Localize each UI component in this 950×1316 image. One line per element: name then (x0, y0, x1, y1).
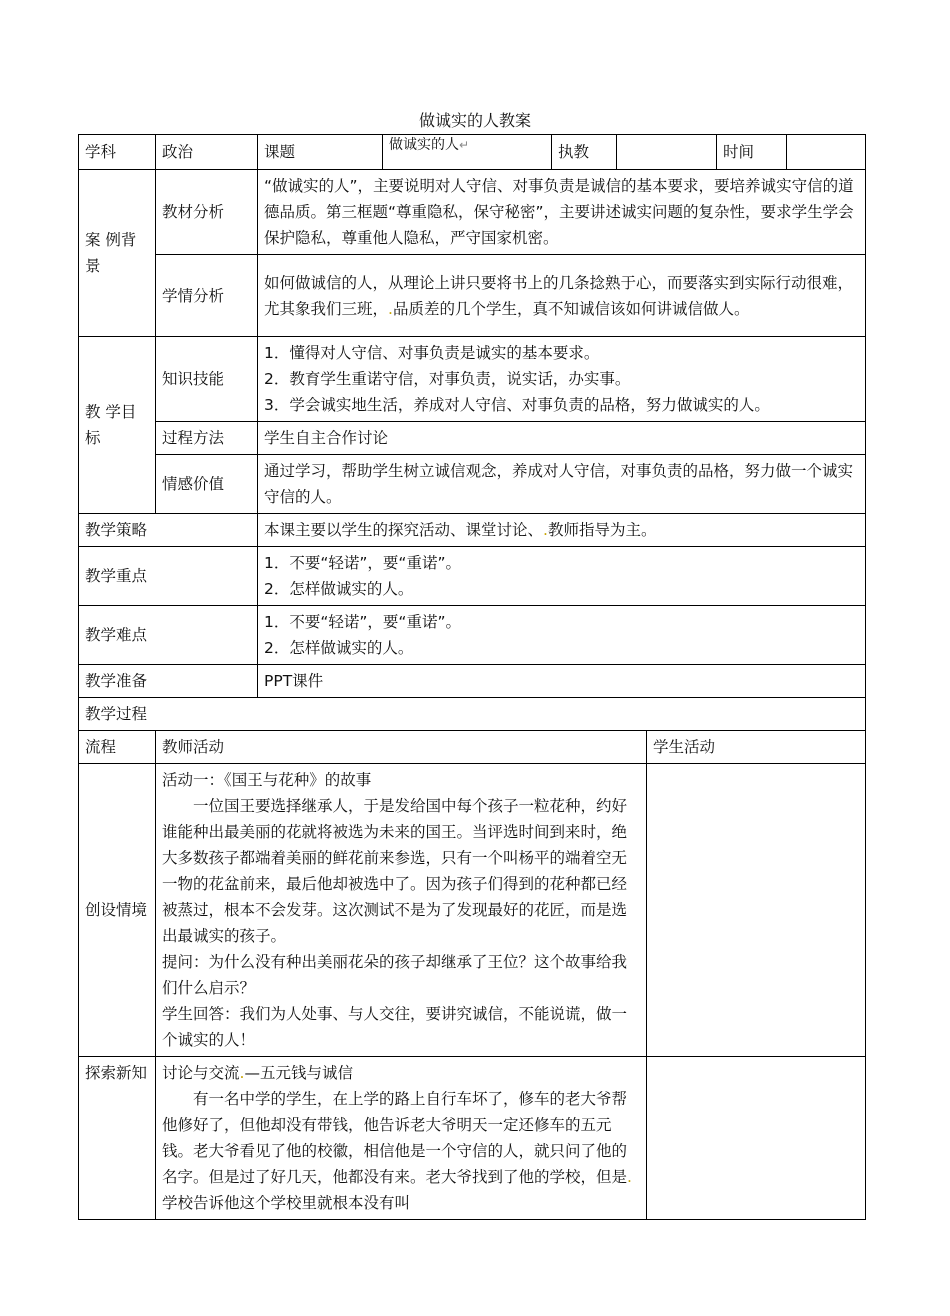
case-background-label: 案 例背景 (79, 170, 156, 337)
difficulty-item: 1．不要“轻诺”，要“重诺”。 (264, 613, 461, 631)
key-point-item: 1．不要“轻诺”，要“重诺”。 (264, 554, 461, 572)
teaching-goals-label: 教 学目标 (79, 337, 156, 514)
teacher-label: 执教 (552, 135, 617, 170)
process-method-text: 学生自主合作讨论 (258, 422, 866, 455)
student-activity-column-header: 学生活动 (647, 731, 866, 764)
edit-mark-icon: . (239, 1064, 245, 1082)
process-heading-row (79, 698, 866, 731)
key-points-label: 教学重点 (79, 547, 258, 606)
emotion-value-label: 情感价值 (156, 455, 258, 514)
strategy-text: 本课主要以学生的探究活动、课堂讨论、.教师指导为主。 (258, 514, 866, 547)
preparation-label: 教学准备 (79, 665, 258, 698)
learner-analysis-text: 如何做诚信的人，从理论上讲只要将书上的几条捻熟于心，而要落实到实际行动很难，尤其象我们三班，.品质差的几个学生，真不知诚信该如何讲诚信做人。 (258, 255, 866, 337)
student-activity-cell (647, 764, 866, 1057)
difficulties-label: 教学难点 (79, 606, 258, 665)
process-row (79, 764, 866, 1057)
time-label: 时间 (717, 135, 787, 170)
subject-value: 政治 (156, 135, 258, 170)
edit-mark-icon: . (627, 1168, 632, 1186)
preparation-row (79, 665, 866, 698)
document-title: 做诚实的人教案 (418, 111, 531, 130)
header-row (79, 135, 866, 170)
process-columns-row (79, 731, 866, 764)
subject-label: 学科 (79, 135, 156, 170)
teacher-activity-cell (156, 764, 647, 1057)
flow-column-header: 流程 (79, 731, 156, 764)
activity-answer: 学生回答：我们为人处事、与人交往，要讲究诚信，不能说谎，做一个诚实的人！ (162, 1005, 628, 1049)
knowledge-row (79, 337, 866, 422)
learner-analysis-row (79, 255, 866, 337)
student-activity-cell (647, 1057, 866, 1220)
process-method-row (79, 422, 866, 455)
topic-value: 做诚实的人 (389, 137, 459, 153)
teacher-value (617, 135, 717, 170)
strategy-label: 教学策略 (79, 514, 258, 547)
process-heading: 教学过程 (79, 698, 866, 731)
teacher-activity-column-header: 教师活动 (156, 731, 647, 764)
flow-cell: 探索新知 (79, 1057, 156, 1220)
preparation-text: PPT课件 (258, 665, 866, 698)
activity-story: 一位国王要选择继承人，于是发给国中每个孩子一粒花种，约好谁能种出最美丽的花就将被选为未来的国王。当评选时间到来时，绝大多数孩子都端着美丽的鲜花前来参选，只有一个叫杨平的端着空无一物的花盆前来，最后他却被选中了。因为孩子们得到的花种都已经被蒸过，根本不会发芽。这次测试不是为了发现最好的花匠，而是选出最诚实的孩子。 (162, 797, 628, 945)
difficulties-items (258, 606, 866, 665)
lesson-plan-table (78, 134, 866, 1220)
activity-story: 有一名中学的学生，在上学的路上自行车坏了，修车的老大爷帮他修好了，但他却没有带钱，他告诉老大爷明天一定还修车的五元钱。老大爷看见了他的校徽，相信他是一个守信的人，就只问了他的名字。但是过了好几天，他都没有来。老大爷找到了他的学校，但是.学校告诉他这个学校里就根本没有叫 (162, 1090, 632, 1212)
process-row (79, 1057, 866, 1220)
textbook-analysis-label: 教材分析 (156, 170, 258, 255)
knowledge-items (258, 337, 866, 422)
knowledge-item: 1．懂得对人守信、对事负责是诚实的基本要求。 (264, 344, 600, 362)
activity-title: 活动一：《国王与花种》的故事 (162, 771, 372, 789)
key-points-items (258, 547, 866, 606)
key-points-row (79, 547, 866, 606)
difficulty-item: 2．怎样做诚实的人。 (264, 639, 414, 657)
learner-analysis-label: 学情分析 (156, 255, 258, 337)
activity-title: 讨论与交流.—五元钱与诚信 (162, 1064, 353, 1082)
activity-question: 提问：为什么没有种出美丽花朵的孩子却继承了王位？这个故事给我们什么启示？ (162, 953, 628, 997)
return-mark-icon: ↵ (459, 138, 470, 152)
teacher-activity-cell (156, 1057, 647, 1220)
emotion-value-row (79, 455, 866, 514)
strategy-row (79, 514, 866, 547)
textbook-analysis-text: “做诚实的人”，主要说明对人守信、对事负责是诚信的基本要求，要培养诚实守信的道德品质。第三框题“尊重隐私，保守秘密”，主要讲述诚实问题的复杂性，要求学生学会保护隐私，尊重他人隐私，严守国家机密。 (258, 170, 866, 255)
topic-value-cell (383, 135, 552, 170)
textbook-analysis-row (79, 170, 866, 255)
knowledge-item: 2．教育学生重诺守信，对事负责，说实话，办实事。 (264, 370, 631, 388)
key-point-item: 2．怎样做诚实的人。 (264, 580, 414, 598)
flow-cell: 创设情境 (79, 764, 156, 1057)
topic-label: 课题 (258, 135, 383, 170)
edit-mark-icon: . (543, 521, 548, 539)
process-method-label: 过程方法 (156, 422, 258, 455)
knowledge-label: 知识技能 (156, 337, 258, 422)
time-value (787, 135, 866, 170)
knowledge-item: 3．学会诚实地生活，养成对人守信、对事负责的品格，努力做诚实的人。 (264, 396, 770, 414)
emotion-value-text: 通过学习，帮助学生树立诚信观念，养成对人守信，对事负责的品格，努力做一个诚实守信的人。 (258, 455, 866, 514)
edit-mark-icon: . (388, 299, 393, 318)
difficulties-row (79, 606, 866, 665)
